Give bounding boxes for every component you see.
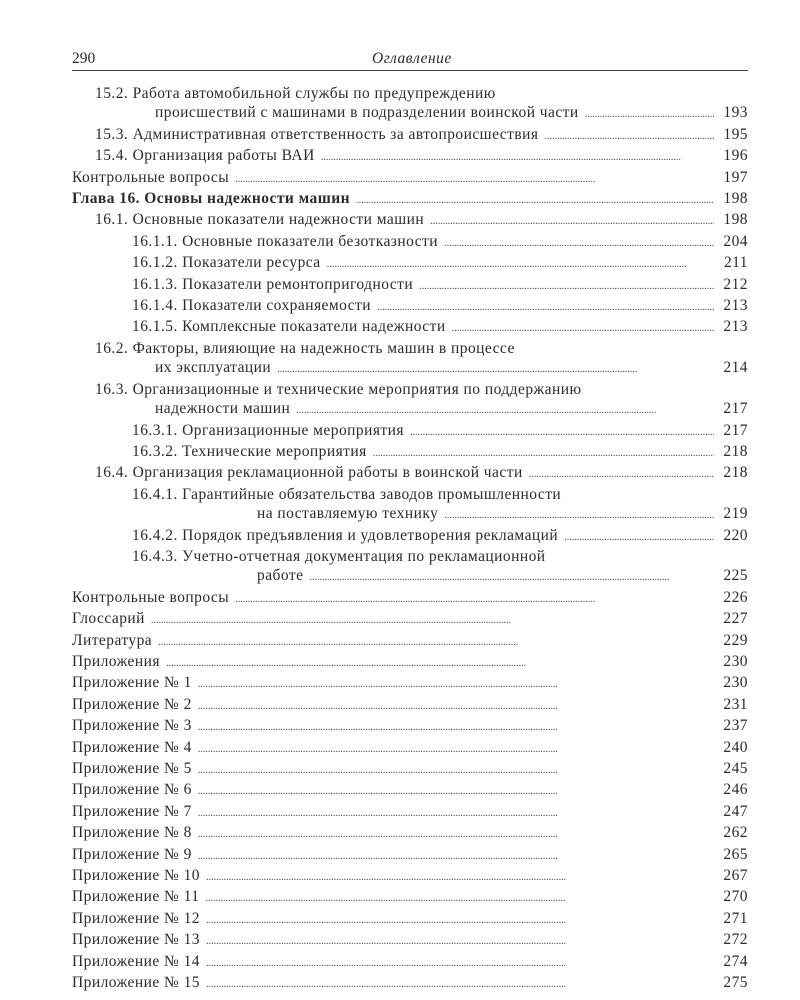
toc-entry-title: 16.1. Основные показатели надежности машин [95, 211, 425, 229]
dot-leader [206, 952, 714, 973]
dot-leader [206, 930, 714, 951]
toc-entry-title: Приложение № 10 [72, 867, 200, 885]
toc-entry-16-3-2[interactable] [72, 442, 748, 463]
toc-page-number: 246 [723, 781, 748, 799]
toc-page-number: 213 [723, 297, 748, 315]
dot-leader [327, 253, 714, 274]
toc-entry-16-1-5[interactable] [72, 317, 748, 338]
toc-entry-15-2[interactable] [72, 84, 748, 125]
toc-page-number: 213 [723, 318, 748, 336]
toc-page-number: 267 [723, 867, 748, 885]
toc-entry-appendices[interactable] [72, 652, 748, 673]
toc-entry-appendix-8[interactable] [72, 823, 748, 844]
toc-entry-title: Контрольные вопросы [72, 588, 230, 606]
toc-page-number: 240 [723, 738, 748, 756]
dot-leader [564, 526, 714, 547]
dot-leader [151, 609, 714, 630]
toc-page-number: 219 [723, 505, 748, 523]
toc-entry-title: 16.3.1. Организационные мероприятия [132, 421, 404, 439]
toc-page-number: 218 [723, 464, 748, 482]
toc-entry-title: 15.3. Административная ответственность за автопроисшествия [95, 125, 539, 143]
dot-leader [198, 823, 714, 844]
toc-entry-appendix-12[interactable] [72, 909, 748, 930]
dot-leader [377, 296, 714, 317]
toc-entry-16-1-2[interactable] [72, 253, 748, 274]
toc-entry-title: Глоссарий [72, 610, 145, 628]
toc-page-number: 198 [723, 190, 748, 208]
toc-entry-16-2[interactable] [72, 339, 748, 380]
toc-entry-literature[interactable] [72, 631, 748, 652]
toc-page-number: 226 [723, 588, 748, 606]
toc-page-number: 218 [723, 442, 748, 460]
table-of-contents [72, 84, 748, 994]
dot-leader [198, 716, 714, 737]
dot-leader [198, 845, 714, 866]
toc-entry-title: 16.1.2. Показатели ресурса [132, 254, 321, 272]
toc-entry-title: Приложение № 9 [72, 845, 192, 863]
toc-entry-appendix-11[interactable] [72, 887, 748, 908]
toc-entry-title-line: 15.2. Работа автомобильной службы по предупреждению [95, 85, 496, 102]
toc-page-number: 270 [723, 888, 748, 906]
toc-entry-title: 16.4. Организация рекламационной работы в воинской части [95, 464, 523, 482]
toc-entry-title: Литература [72, 631, 153, 649]
toc-entry-control-questions-15[interactable] [72, 168, 748, 189]
toc-entry-appendix-14[interactable] [72, 952, 748, 973]
toc-page-number: 212 [723, 275, 748, 293]
toc-page-number: 262 [723, 824, 748, 842]
dot-leader [410, 421, 714, 442]
toc-page-number: 231 [723, 695, 748, 713]
toc-page-number: 195 [723, 125, 748, 143]
toc-entry-title: 16.1.5. Комплексные показатели надежности [132, 318, 446, 336]
dot-leader [277, 358, 714, 379]
page-number: 290 [72, 50, 96, 67]
toc-entry-title: Приложение № 4 [72, 738, 192, 756]
dot-leader [206, 909, 714, 930]
dot-leader [529, 463, 714, 484]
dot-leader [356, 189, 714, 210]
toc-entry-title: Приложение № 12 [72, 909, 200, 927]
toc-page-number: 225 [723, 567, 748, 585]
dot-leader [198, 738, 714, 759]
toc-entry-title-line: надежности машин [155, 400, 291, 418]
toc-entry-title-line: их эксплуатации [155, 359, 272, 377]
dot-leader [198, 695, 714, 716]
dot-leader [198, 802, 714, 823]
dot-leader [585, 103, 714, 124]
toc-entry-title: Приложение № 2 [72, 695, 192, 713]
dot-leader [198, 780, 714, 801]
toc-entry-title: 15.4. Организация работы ВАИ [95, 147, 315, 165]
toc-entry-title: Приложение № 15 [72, 974, 200, 992]
toc-page-number: 211 [723, 254, 748, 272]
toc-page-number: 245 [723, 760, 748, 777]
toc-page-number: 217 [723, 400, 748, 418]
toc-entry-appendix-4[interactable] [72, 738, 748, 759]
toc-entry-appendix-9[interactable] [72, 845, 748, 866]
toc-page-number: 247 [723, 802, 748, 820]
toc-entry-title-line: 16.4.1. Гарантийные обязательства заводов промышленности [132, 485, 562, 503]
dot-leader [419, 275, 714, 296]
dot-leader [235, 588, 714, 609]
dot-leader [158, 631, 714, 652]
toc-entry-chapter-16[interactable] [72, 189, 748, 210]
toc-entry-title: Приложение № 7 [72, 802, 192, 820]
dot-leader [544, 125, 714, 146]
toc-entry-appendix-2[interactable] [72, 695, 748, 716]
dot-leader [166, 652, 714, 673]
toc-entry-16-4-3[interactable] [72, 547, 748, 588]
toc-entry-glossary[interactable] [72, 609, 748, 630]
toc-entry-16-1-3[interactable] [72, 275, 748, 296]
toc-page-number: 230 [723, 674, 748, 692]
toc-entry-title-line: происшествий с машинами в подразделении воинской части [155, 104, 579, 122]
dot-leader [373, 442, 714, 463]
toc-page-number: 197 [723, 168, 748, 186]
dot-leader [235, 168, 714, 189]
dot-leader [452, 317, 714, 338]
toc-page-number: 204 [723, 232, 748, 250]
toc-entry-15-3[interactable] [72, 125, 748, 146]
toc-entry-appendix-10[interactable] [72, 866, 748, 887]
toc-entry-16-3[interactable] [72, 380, 748, 421]
toc-entry-control-questions-16[interactable] [72, 588, 748, 609]
toc-entry-appendix-6[interactable] [72, 780, 748, 801]
toc-entry-title-line: 16.3. Организационные и технические мероприятия по поддержанию [95, 380, 582, 398]
dot-leader [444, 504, 714, 525]
toc-page-number: 193 [723, 104, 748, 122]
toc-entry-appendix-15[interactable] [72, 973, 748, 994]
running-title: Оглавление [372, 50, 452, 67]
toc-page-number: 227 [723, 610, 748, 628]
toc-entry-title-line: работе [257, 567, 304, 585]
toc-entry-16-3-1[interactable] [72, 421, 748, 442]
toc-entry-title: Приложение № 11 [72, 888, 200, 906]
toc-entry-title: 16.1.4. Показатели сохраняемости [132, 297, 371, 315]
toc-entry-appendix-5[interactable] [72, 759, 748, 780]
toc-entry-appendix-13[interactable] [72, 930, 748, 951]
toc-entry-title: Приложение № 8 [72, 824, 192, 842]
toc-page-number: 217 [723, 421, 748, 439]
toc-page-number: 214 [723, 359, 748, 377]
toc-page-number: 220 [723, 526, 748, 544]
toc-entry-title: 16.1.3. Показатели ремонтопригодности [132, 275, 414, 293]
toc-entry-appendix-3[interactable] [72, 716, 748, 737]
toc-entry-title: Приложение № 3 [72, 717, 192, 735]
toc-page-number: 229 [723, 631, 748, 649]
toc-entry-title-line: 16.4.3. Учетно-отчетная документация по рекламационной [132, 547, 546, 565]
toc-entry-appendix-7[interactable] [72, 802, 748, 823]
toc-chapter-title: Глава 16. Основы надежности машин [72, 190, 351, 208]
dot-leader [206, 973, 714, 994]
toc-entry-16-4-2[interactable] [72, 526, 748, 547]
toc-page-number: 198 [723, 211, 748, 229]
toc-entry-title: 16.3.2. Технические мероприятия [132, 442, 367, 460]
toc-page-number: 196 [723, 147, 748, 165]
toc-entry-16-1-4[interactable] [72, 296, 748, 317]
toc-entry-title: Приложение № 1 [72, 674, 192, 692]
toc-page-number: 237 [723, 717, 748, 735]
toc-page-number: 275 [723, 974, 748, 992]
toc-page-number: 271 [723, 909, 748, 927]
dot-leader [444, 232, 714, 253]
toc-page-number: 230 [723, 652, 748, 670]
toc-entry-title: Приложение № 14 [72, 952, 200, 970]
toc-entry-title-line: 16.2. Факторы, влияющие на надежность машин в процессе [95, 339, 515, 357]
page-header [72, 50, 748, 71]
dot-leader [430, 210, 714, 231]
toc-entry-title: Приложения [72, 652, 160, 670]
toc-entry-title: 16.4.2. Порядок предъявления и удовлетворения рекламаций [132, 526, 559, 544]
toc-entry-16-4-1[interactable] [72, 485, 748, 526]
toc-entry-title: Приложение № 6 [72, 781, 192, 799]
toc-page-number: 272 [723, 931, 748, 949]
toc-entry-appendix-1[interactable] [72, 673, 748, 694]
toc-entry-title: Приложение № 13 [72, 931, 200, 949]
toc-entry-title: Приложение № 5 [72, 760, 192, 777]
toc-entry-title: Контрольные вопросы [72, 168, 230, 186]
toc-entry-16-1-1[interactable] [72, 232, 748, 253]
toc-page-number: 274 [723, 952, 748, 970]
dot-leader [296, 399, 714, 420]
toc-entry-15-4[interactable] [72, 146, 748, 167]
toc-entry-title: 16.1.1. Основные показатели безотказности [132, 232, 439, 250]
toc-entry-title-line: на поставляемую технику [257, 505, 439, 523]
dot-leader [205, 887, 714, 908]
dot-leader [321, 146, 714, 167]
toc-entry-16-1[interactable] [72, 210, 748, 231]
dot-leader [198, 759, 714, 780]
dot-leader [198, 673, 714, 694]
toc-page-number: 265 [723, 845, 748, 863]
toc-entry-16-4[interactable] [72, 463, 748, 484]
dot-leader [206, 866, 714, 887]
dot-leader [309, 566, 714, 587]
